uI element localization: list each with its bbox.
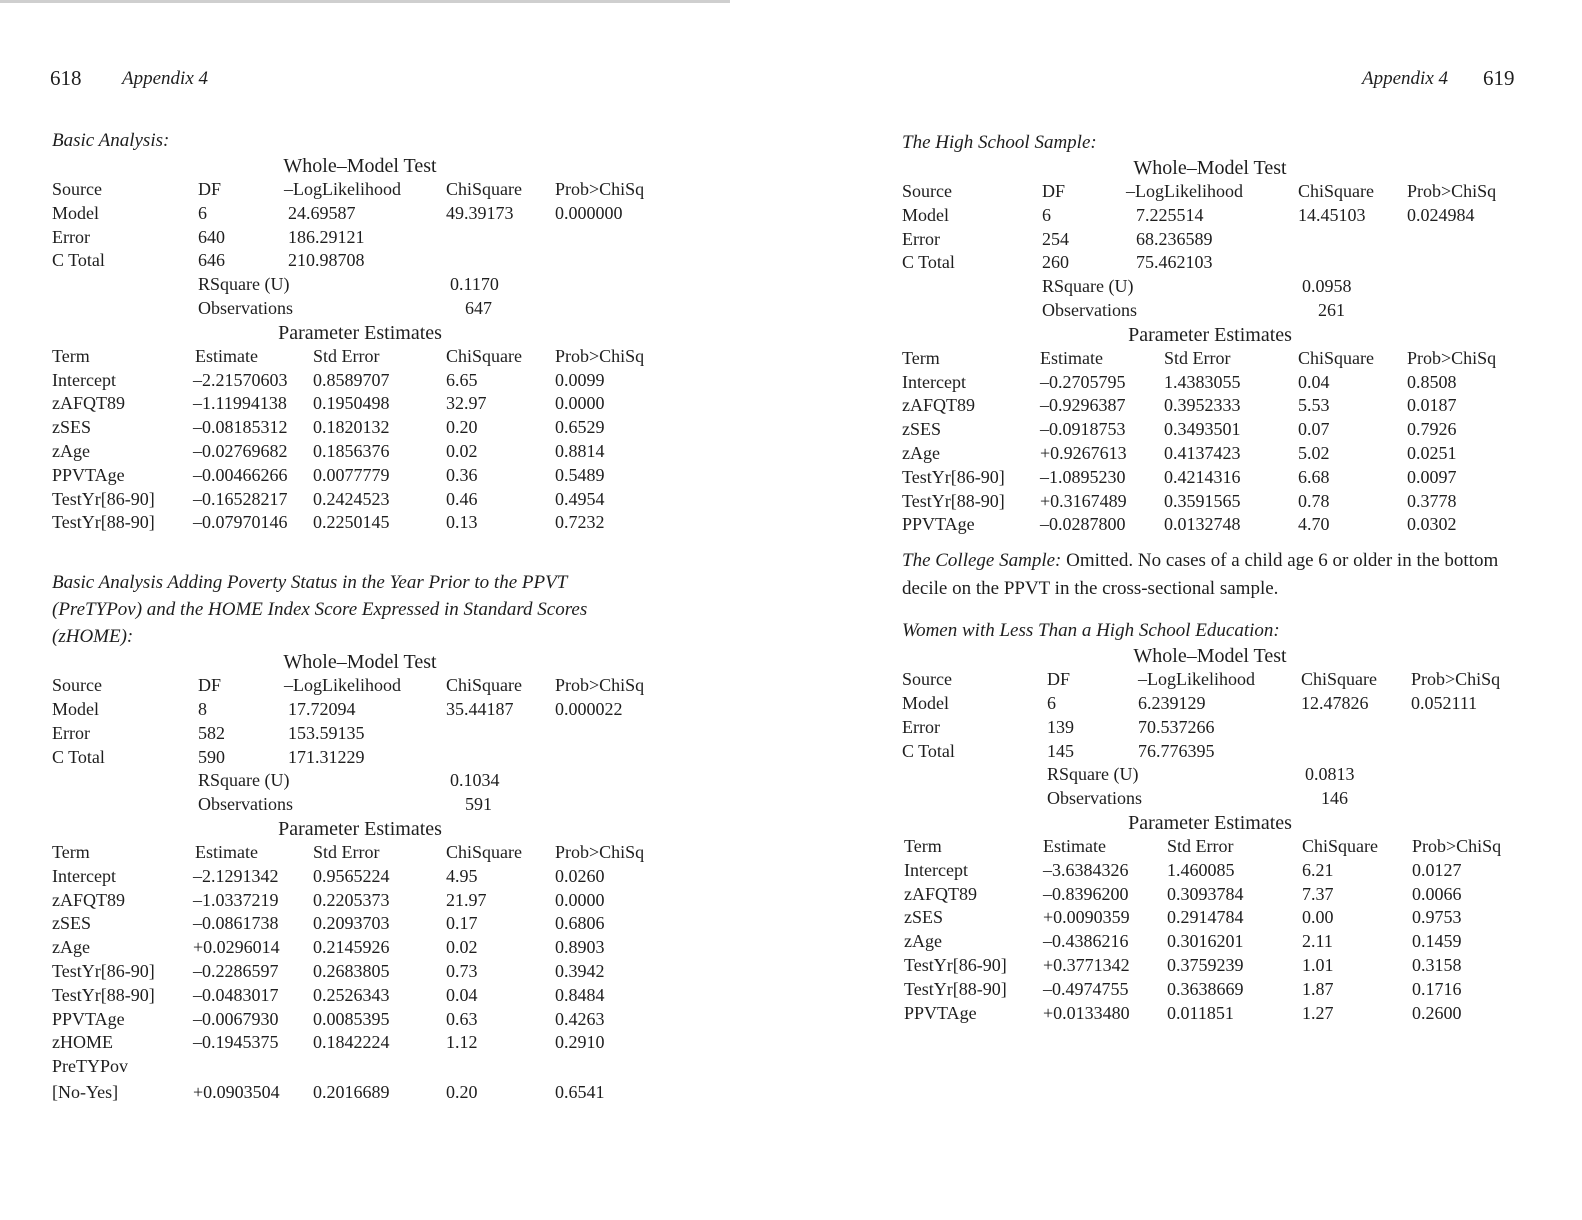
table-row: TestYr[86-90] –1.0895230 0.4214316 6.68 0.0097: [902, 466, 1457, 487]
table-row: [No-Yes] +0.0903504 0.2016689 0.20 0.6541: [52, 1081, 605, 1102]
table-header: Source DF –LogLikelihood ChiSquare Prob>ChiSq: [902, 669, 1501, 690]
note-label: The College Sample:: [902, 550, 1062, 572]
table-row: zAge +0.9267613 0.4137423 5.02 0.0251: [902, 442, 1457, 463]
table-row: zSES +0.0090359 0.2914784 0.00 0.9753: [904, 907, 1462, 928]
section-heading: Women with Less Than a High School Education:: [902, 620, 1280, 642]
table-row: zAge –0.4386216 0.3016201 2.11 0.1459: [904, 931, 1462, 952]
whole-model-test-table: [902, 644, 1542, 811]
table-header: Term Estimate Std Error ChiSquare Prob>ChiSq: [904, 835, 1502, 856]
observations-row: Observations 591: [198, 794, 492, 815]
left-page-number: 618: [50, 66, 82, 90]
table-title: Whole–Model Test: [283, 155, 437, 177]
table-row: Intercept –2.21570603 0.8589707 6.65 0.0099: [52, 369, 605, 390]
table-header: Source DF –LogLikelihood ChiSquare Prob>ChiSq: [52, 179, 645, 199]
observations-row: Observations 146: [1047, 788, 1348, 809]
table-row: C Total 260 75.462103: [902, 252, 1213, 273]
table-title: Whole–Model Test: [1133, 157, 1287, 179]
table-row: PPVTAge –0.00466266 0.0077779 0.36 0.5489: [52, 464, 605, 485]
right-page-number: 619: [1483, 66, 1515, 90]
table-title: Parameter Estimates: [278, 321, 442, 344]
table-title: Parameter Estimates: [1128, 811, 1292, 834]
table-row: TestYr[86-90] +0.3771342 0.3759239 1.01 0.3158: [904, 954, 1462, 975]
table-row: Intercept –2.1291342 0.9565224 4.95 0.0260: [52, 865, 605, 886]
table-row: zHOME –0.1945375 0.1842224 1.12 0.2910: [52, 1032, 605, 1053]
table-row: PPVTAge –0.0287800 0.0132748 4.70 0.0302: [902, 514, 1457, 535]
section-heading: The High School Sample:: [902, 132, 1097, 153]
table-row: C Total 145 76.776395: [902, 740, 1215, 761]
table-row: PPVTAge +0.0133480 0.011851 1.27 0.2600: [904, 1002, 1462, 1023]
table-row: Intercept –3.6384326 1.460085 6.21 0.0127: [904, 859, 1462, 880]
table-row: Error 139 70.537266: [902, 716, 1215, 737]
rsquare-row: RSquare (U) 0.0958: [1042, 276, 1352, 297]
table-row: zSES –0.0861738 0.2093703 0.17 0.6806: [52, 913, 605, 934]
table-row: TestYr[88-90] –0.0483017 0.2526343 0.04 0.8484: [52, 984, 605, 1005]
table-row: TestYr[86-90] –0.2286597 0.2683805 0.73 0.3942: [52, 960, 605, 981]
table-row: Model 6 24.69587 49.39173 0.000000: [52, 202, 623, 223]
table-row: C Total 646 210.98708: [52, 250, 365, 271]
table-header: Source DF –LogLikelihood ChiSquare Prob>ChiSq: [52, 675, 645, 696]
table-row: PPVTAge –0.0067930 0.0085395 0.63 0.4263: [52, 1008, 605, 1029]
table-row: zAFQT89 –1.0337219 0.2205373 21.97 0.0000: [52, 889, 605, 910]
table-row: Error 582 153.59135: [52, 722, 365, 743]
table-title: Parameter Estimates: [1128, 323, 1292, 346]
table-row: PreTYPov: [52, 1056, 128, 1077]
table-header: Term Estimate Std Error ChiSquare Prob>ChiSq: [52, 841, 645, 862]
table-title: Whole–Model Test: [283, 651, 437, 674]
table-row: zSES –0.0918753 0.3493501 0.07 0.7926: [902, 419, 1457, 440]
note-text: Omitted. No cases of a child age 6 or older in the bottom decile on the PPVT in the cross-sectional sample.: [902, 550, 1499, 600]
table-row: zSES –0.08185312 0.1820132 0.20 0.6529: [52, 417, 605, 438]
table-header: Term Estimate Std Error ChiSquare Prob>ChiSq: [902, 347, 1497, 368]
table-row: zAge +0.0296014 0.2145926 0.02 0.8903: [52, 937, 605, 958]
rsquare-row: RSquare (U) 0.1034: [198, 770, 500, 791]
right-running-head: Appendix 4: [1362, 68, 1449, 89]
observations-row: Observations 261: [1042, 299, 1345, 320]
whole-model-test-table: [902, 156, 1542, 323]
section-heading: Basic Analysis:: [52, 130, 170, 151]
table-header: Term Estimate Std Error ChiSquare Prob>ChiSq: [52, 345, 645, 366]
section-heading: Basic Analysis Adding Poverty Status in the Year Prior to the PPVT (PreTYPov) and the HOME Index Score Expressed in Standard Scores (zHOME):: [52, 572, 588, 648]
table-row: TestYr[86-90] –0.16528217 0.2424523 0.46 0.4954: [52, 488, 605, 509]
table-row: zAFQT89 –0.8396200 0.3093784 7.37 0.0066: [904, 883, 1462, 904]
college-sample-note: [902, 547, 1522, 603]
table-row: Model 6 7.225514 14.45103 0.024984: [902, 204, 1475, 225]
table-row: zAFQT89 –1.11994138 0.1950498 32.97 0.0000: [52, 393, 605, 414]
right-page: [902, 129, 1542, 1025]
table-row: TestYr[88-90] –0.07970146 0.2250145 0.13 0.7232: [52, 512, 605, 533]
whole-model-test-table: [52, 154, 692, 321]
left-page: [52, 127, 692, 1106]
table-row: Error 254 68.236589: [902, 228, 1213, 249]
parameter-estimates-table: [52, 817, 692, 1106]
table-row: TestYr[88-90] –0.4974755 0.3638669 1.87 0.1716: [904, 978, 1462, 999]
table-row: TestYr[88-90] +0.3167489 0.3591565 0.78 0.3778: [902, 490, 1457, 511]
table-row: C Total 590 171.31229: [52, 746, 365, 767]
parameter-estimates-table: [902, 323, 1542, 537]
table-row: Model 6 6.239129 12.47826 0.052111: [902, 692, 1478, 713]
left-running-head: Appendix 4: [122, 68, 209, 89]
table-row: Error 640 186.29121: [52, 226, 365, 247]
table-header: Source DF –LogLikelihood ChiSquare Prob>ChiSq: [902, 181, 1497, 201]
rsquare-row: RSquare (U) 0.0813: [1047, 764, 1355, 785]
whole-model-test-table: [52, 650, 692, 817]
scan-edge-line: [0, 0, 730, 3]
table-title: Parameter Estimates: [278, 817, 442, 840]
table-row: Model 8 17.72094 35.44187 0.000022: [52, 698, 623, 719]
table-row: zAFQT89 –0.9296387 0.3952333 5.53 0.0187: [902, 395, 1457, 416]
table-row: Intercept –0.2705795 1.4383055 0.04 0.8508: [902, 371, 1457, 392]
table-title: Whole–Model Test: [1133, 645, 1287, 668]
observations-row: Observations 647: [198, 297, 492, 318]
parameter-estimates-table: [52, 321, 692, 535]
rsquare-row: RSquare (U) 0.1170: [198, 274, 499, 295]
table-row: zAge –0.02769682 0.1856376 0.02 0.8814: [52, 440, 605, 461]
parameter-estimates-table: [902, 811, 1542, 1025]
